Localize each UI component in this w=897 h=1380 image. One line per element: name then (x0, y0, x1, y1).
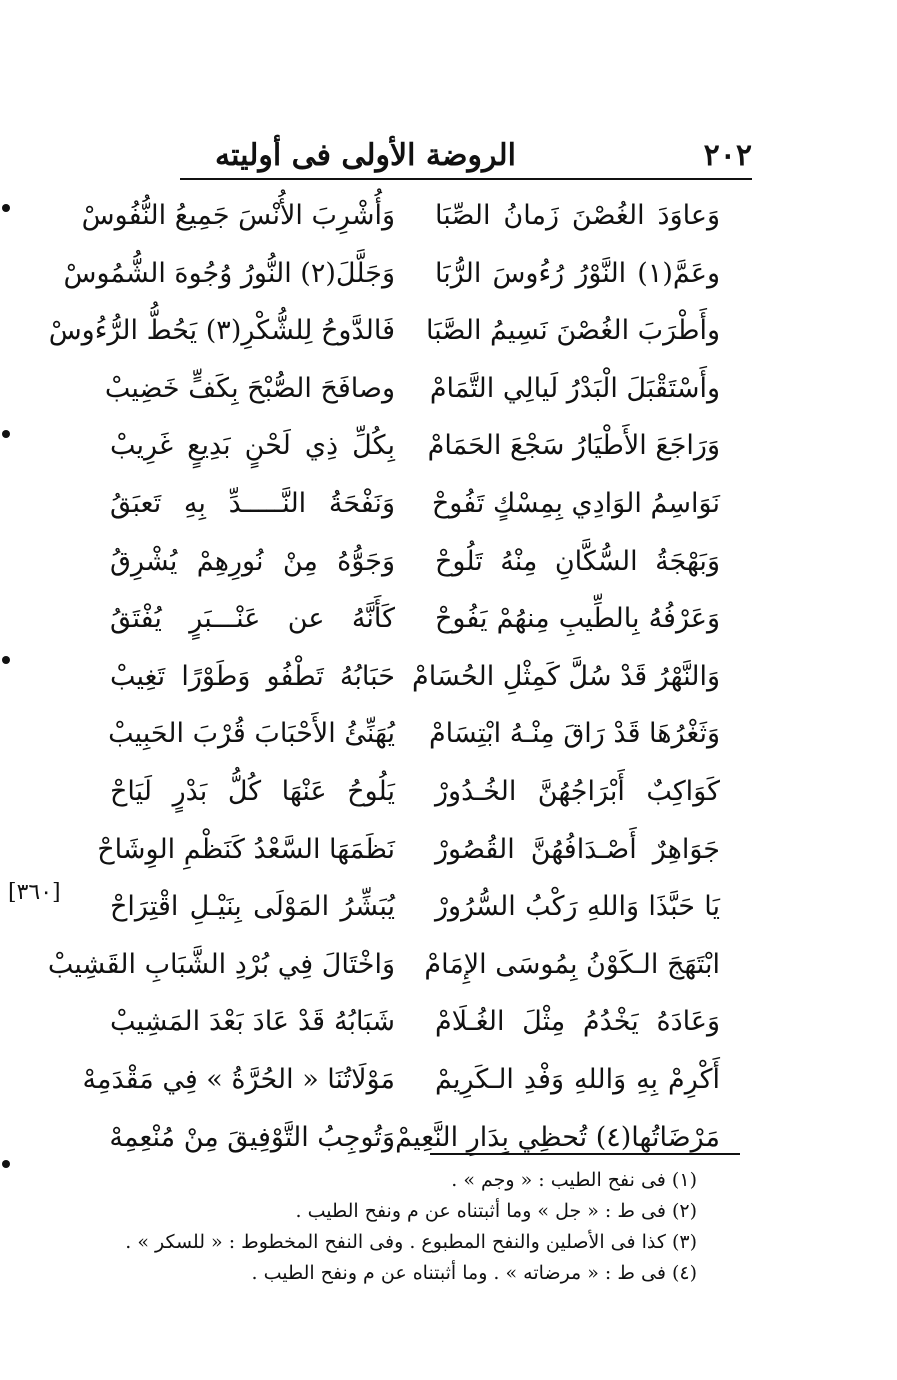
second-hemistich: مَوْلَاتُنَا « الحُرَّةُ » فِي مَقْدَمِهْ (82, 1063, 395, 1095)
second-hemistich: يُهَنِّئُ الأَحْبَابَ قُرْبَ الحَبِيبْ (108, 718, 395, 750)
first-hemistich: مَرْضَاتُها(٤) تُحظِي بِدَارِ النَّعِيمْ (395, 1121, 720, 1153)
poem-verses (47, 186, 720, 1165)
first-hemistich: وأَسْتَقْبَلَ الْبَدْرُ لَيالِي التَّمَامْ (429, 372, 720, 404)
second-hemistich: وَنَفْحَةُ النَّـــــدِّ بِهِ تَعبَقُ (110, 487, 395, 519)
footnote-rule (430, 1153, 740, 1155)
margin-mark (2, 430, 10, 438)
verse-line (110, 877, 720, 935)
second-hemistich: شَبَابُهُ قَدْ عَادَ بَعْدَ المَشِيبْ (110, 1006, 395, 1038)
second-hemistich: وَجَلَّلَ(٢) النُّورُ وُجُوهَ الشُّمُوسْ (63, 257, 395, 289)
second-hemistich: وصافَحَ الصُّبْحَ بِكَفٍّ خَضِيبْ (104, 372, 395, 404)
second-hemistich: وَاخْتَالَ فِي بُرْدِ الشَّبَابِ القَشِيبْ (47, 948, 395, 980)
verse-line (110, 1108, 720, 1166)
first-hemistich: ابْتَهَجَ الـكَوْنُ بِمُوسَى الإِمَامْ (424, 948, 720, 980)
second-hemistich: فَالدَّوحُ لِلشُّكْرِ(٣) يَحُطُّ الرُّءُوسْ (48, 315, 395, 347)
verse-line (110, 589, 720, 647)
verse-line (63, 244, 720, 302)
second-hemistich: كَأَنَّهُ عن عَنْـــبَرٍ يُفْتَقُ (110, 603, 395, 635)
second-hemistich: وَجَوُّهُ مِنْ نُورِهِمْ يُشْرِقُ (110, 545, 395, 577)
verse-line (110, 762, 720, 820)
verse-line (48, 301, 720, 359)
second-hemistich: وَتُوجِبُ التَّوْفِيقَ مِنْ مُنْعِمِهْ (109, 1121, 395, 1153)
margin-mark (2, 204, 10, 212)
page-header (180, 138, 752, 178)
first-hemistich: كَوَاكِبٌ أَبْرَاجُهُنَّ الخُـدُورْ (435, 775, 720, 807)
footnote: (٣) كذا فى الأصلين والنفح المطبوع . وفى النفح المخطوط : « للسكر » . (125, 1231, 697, 1253)
first-hemistich: أَكْرِمْ بِهِ وَاللهِ وَفْدِ الـكَرِيمْ (435, 1063, 720, 1095)
second-hemistich: بِكُلِّ ذِي لَحْنٍ بَدِيعٍ غَرِيبْ (110, 430, 395, 462)
second-hemistich: وَأُشْرِبَ الأُنْسَ جَمِيعُ النُّفُوسْ (81, 200, 395, 231)
second-hemistich: يُبَشِّرُ المَوْلَى بِنَيْـلِ اقْتِرَاحْ (110, 891, 395, 923)
verse-line (81, 186, 720, 244)
first-hemistich: وَالنَّهْرُ قَدْ سُلَّ كَمِثْلِ الحُسَامْ (412, 660, 720, 692)
page-number: ٢٠٢ (703, 138, 752, 173)
verse-line (110, 474, 720, 532)
first-hemistich: وَبَهْجَةُ السُّكَّانِ مِنْهُ تَلُوحْ (435, 545, 720, 577)
first-hemistich: جَوَاهِرٌ أَصْـدَافُهُنَّ القُصُورْ (435, 833, 720, 865)
verse-line (47, 935, 720, 993)
footnote: (١) فى نفح الطيب : « وجم » . (451, 1169, 697, 1191)
first-hemistich: وَثَغْرُهَا قَدْ رَاقَ مِنْـهُ ابْتِسَامْ (428, 718, 720, 750)
second-hemistich: نَظَمَهَا السَّعْدُ كَنَظْمِ الوِشَاحْ (97, 833, 395, 865)
verse-line (110, 704, 720, 762)
footnote: (٤) فى ط : « مرضاته » . وما أثبتناه عن م ونفح الطيب . (251, 1262, 697, 1284)
margin-reference: [٣٦٠] (8, 880, 61, 905)
first-hemistich: وأَطْرَبَ الغُصْنَ نَسِيمُ الصَّبَا (425, 315, 720, 347)
second-hemistich: يَلُوحُ عَنْهَا كُلُّ بَدْرٍ لَيَاحْ (110, 775, 395, 807)
header-rule (180, 178, 752, 180)
first-hemistich: وعَمَّ(١) النَّوْرُ رُءُوسَ الرُّبَا (435, 257, 720, 289)
verse-line (104, 359, 720, 417)
first-hemistich: وَرَاجَعَ الأَطْيَارُ سَجْعَ الحَمَامْ (427, 430, 720, 462)
footnotes (97, 1165, 697, 1289)
verse-line (110, 992, 720, 1050)
running-title: الروضة الأولى فى أوليته (215, 138, 516, 173)
verse-line (110, 647, 720, 705)
first-hemistich: وَعاوَدَ الغُصْنَ زَمانُ الصِّبَا (435, 200, 720, 231)
second-hemistich: حَبَابُهُ تَطْفُو وَطَوْرًا تَغِيبْ (110, 660, 395, 692)
first-hemistich: وَعَادَهُ يَخْدُمُ مِثْلَ الغُـلَامْ (435, 1006, 720, 1038)
first-hemistich: يَا حَبَّذَا وَاللهِ رَكْبُ السُّرُورْ (435, 891, 720, 923)
footnote: (٢) فى ط : « جل » وما أثبتناه عن م ونفح الطيب . (295, 1200, 697, 1222)
margin-mark (2, 1160, 10, 1168)
verse-line (110, 416, 720, 474)
margin-mark (2, 656, 10, 664)
verse-line (110, 532, 720, 590)
first-hemistich: وَعَرْفُهُ بِالطِّيبِ مِنهُمْ يَفُوحْ (435, 603, 720, 635)
verse-line (97, 820, 720, 878)
verse-line (82, 1050, 720, 1108)
first-hemistich: نَوَاسِمُ الوَادِي بِمِسْكٍ تَفُوحْ (431, 487, 720, 519)
